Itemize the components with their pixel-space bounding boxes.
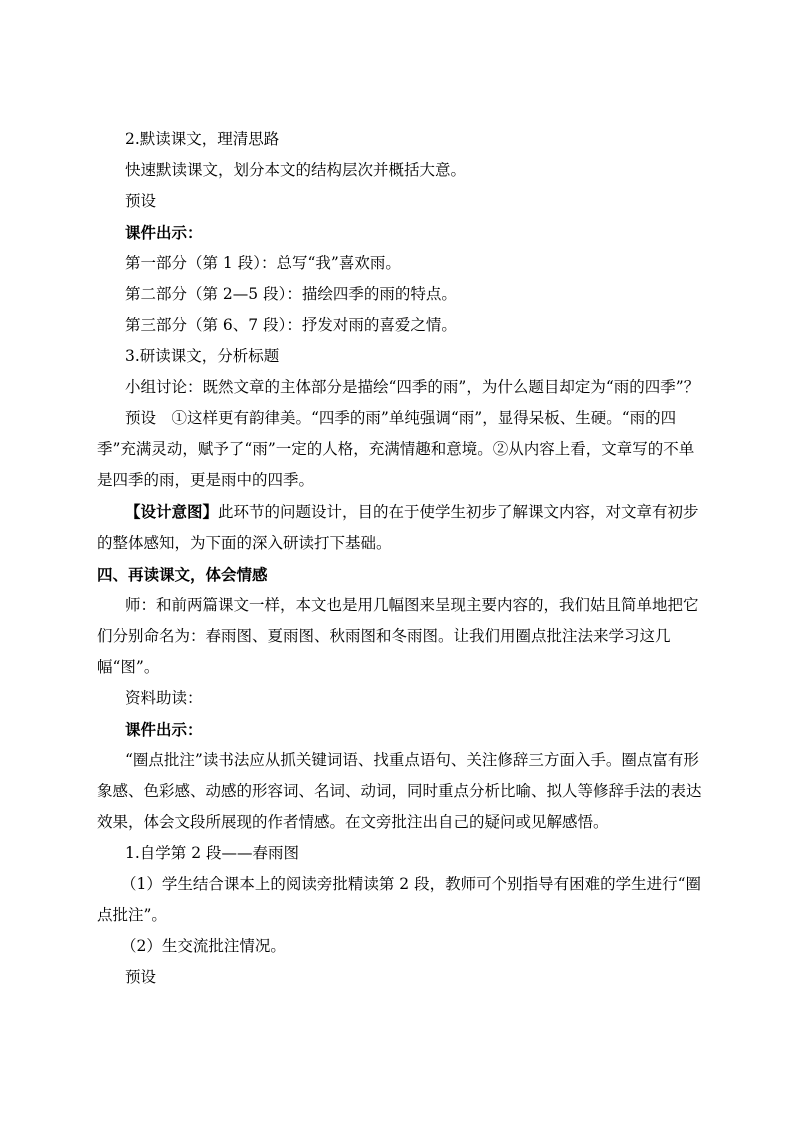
structure-part-1: 第一部分（第 1 段）：总写“我”喜欢雨。 (125, 254, 401, 272)
teacher-remark: 师：和前两篇课文一样，本文也是用几幅图来呈现主要内容的，我们姑且简单地把它们分别命名为：春雨图、夏雨图、秋雨图和冬雨图。让我们用圈点批注法来学习这几幅“图”。 (97, 596, 699, 676)
reading-aid-label: 资料助读： (125, 689, 203, 707)
structure-part-2: 第二部分（第 2—5 段）：描绘四季的雨的特点。 (125, 285, 457, 303)
design-intent-text: 此环节的问题设计，目的在于使学生初步了解课文内容，对文章有初步的整体感知，为下面的深入研读打下基础。 (97, 503, 699, 552)
subsection-heading-3: 3.研读课文，分析标题 (125, 347, 280, 365)
preset-answer: 预设 ①这样更有韵律美。“四季的雨”单纯强调“雨”，显得呆板、生硬。“雨的四季”充满灵动，赋予了“雨”一定的人格，充满情趣和意境。②从内容上看，文章写的不单是四季的雨，更是雨中的四季。 (97, 409, 695, 489)
document-body (97, 124, 709, 993)
subsection-heading-2: 2.默读课文，理清思路 (125, 130, 280, 148)
step-1: （1）学生结合课本上的阅读旁批精读第 2 段，教师可个别指导有困难的学生进行“圈点批注”。 (97, 875, 702, 924)
structure-part-3: 第三部分（第 6、7 段）：抒发对雨的喜爱之情。 (125, 316, 457, 334)
self-study-heading: 1.自学第 2 段——春雨图 (125, 844, 300, 862)
design-intent-label: 【设计意图】 (125, 502, 219, 521)
design-intent (97, 496, 709, 559)
group-discussion: 小组讨论：既然文章的主体部分是描绘“四季的雨”，为什么题目却定为“雨的四季”？ (125, 378, 700, 396)
preset-label: 预设 (125, 192, 157, 210)
courseware-label-2: 课件出示： (125, 720, 203, 739)
task-instruction: 快速默读课文，划分本文的结构层次并概括大意。 (125, 161, 467, 179)
step-2: （2）生交流批注情况。 (121, 937, 286, 955)
courseware-label: 课件出示： (125, 223, 203, 242)
annotation-method: “圈点批注”读书法应从抓关键词语、找重点语句、关注修辞三方面入手。圈点富有形象感、色彩感、动感的形容词、名词、动词，同时重点分析比喻、拟人等修辞手法的表达效果，体会文段所展现的作者情感。在文旁批注出自己的疑问或见解感悟。 (97, 751, 702, 831)
section-heading-4: 四、再读课文，体会情感 (97, 565, 268, 584)
preset-label-3: 预设 (125, 968, 157, 986)
